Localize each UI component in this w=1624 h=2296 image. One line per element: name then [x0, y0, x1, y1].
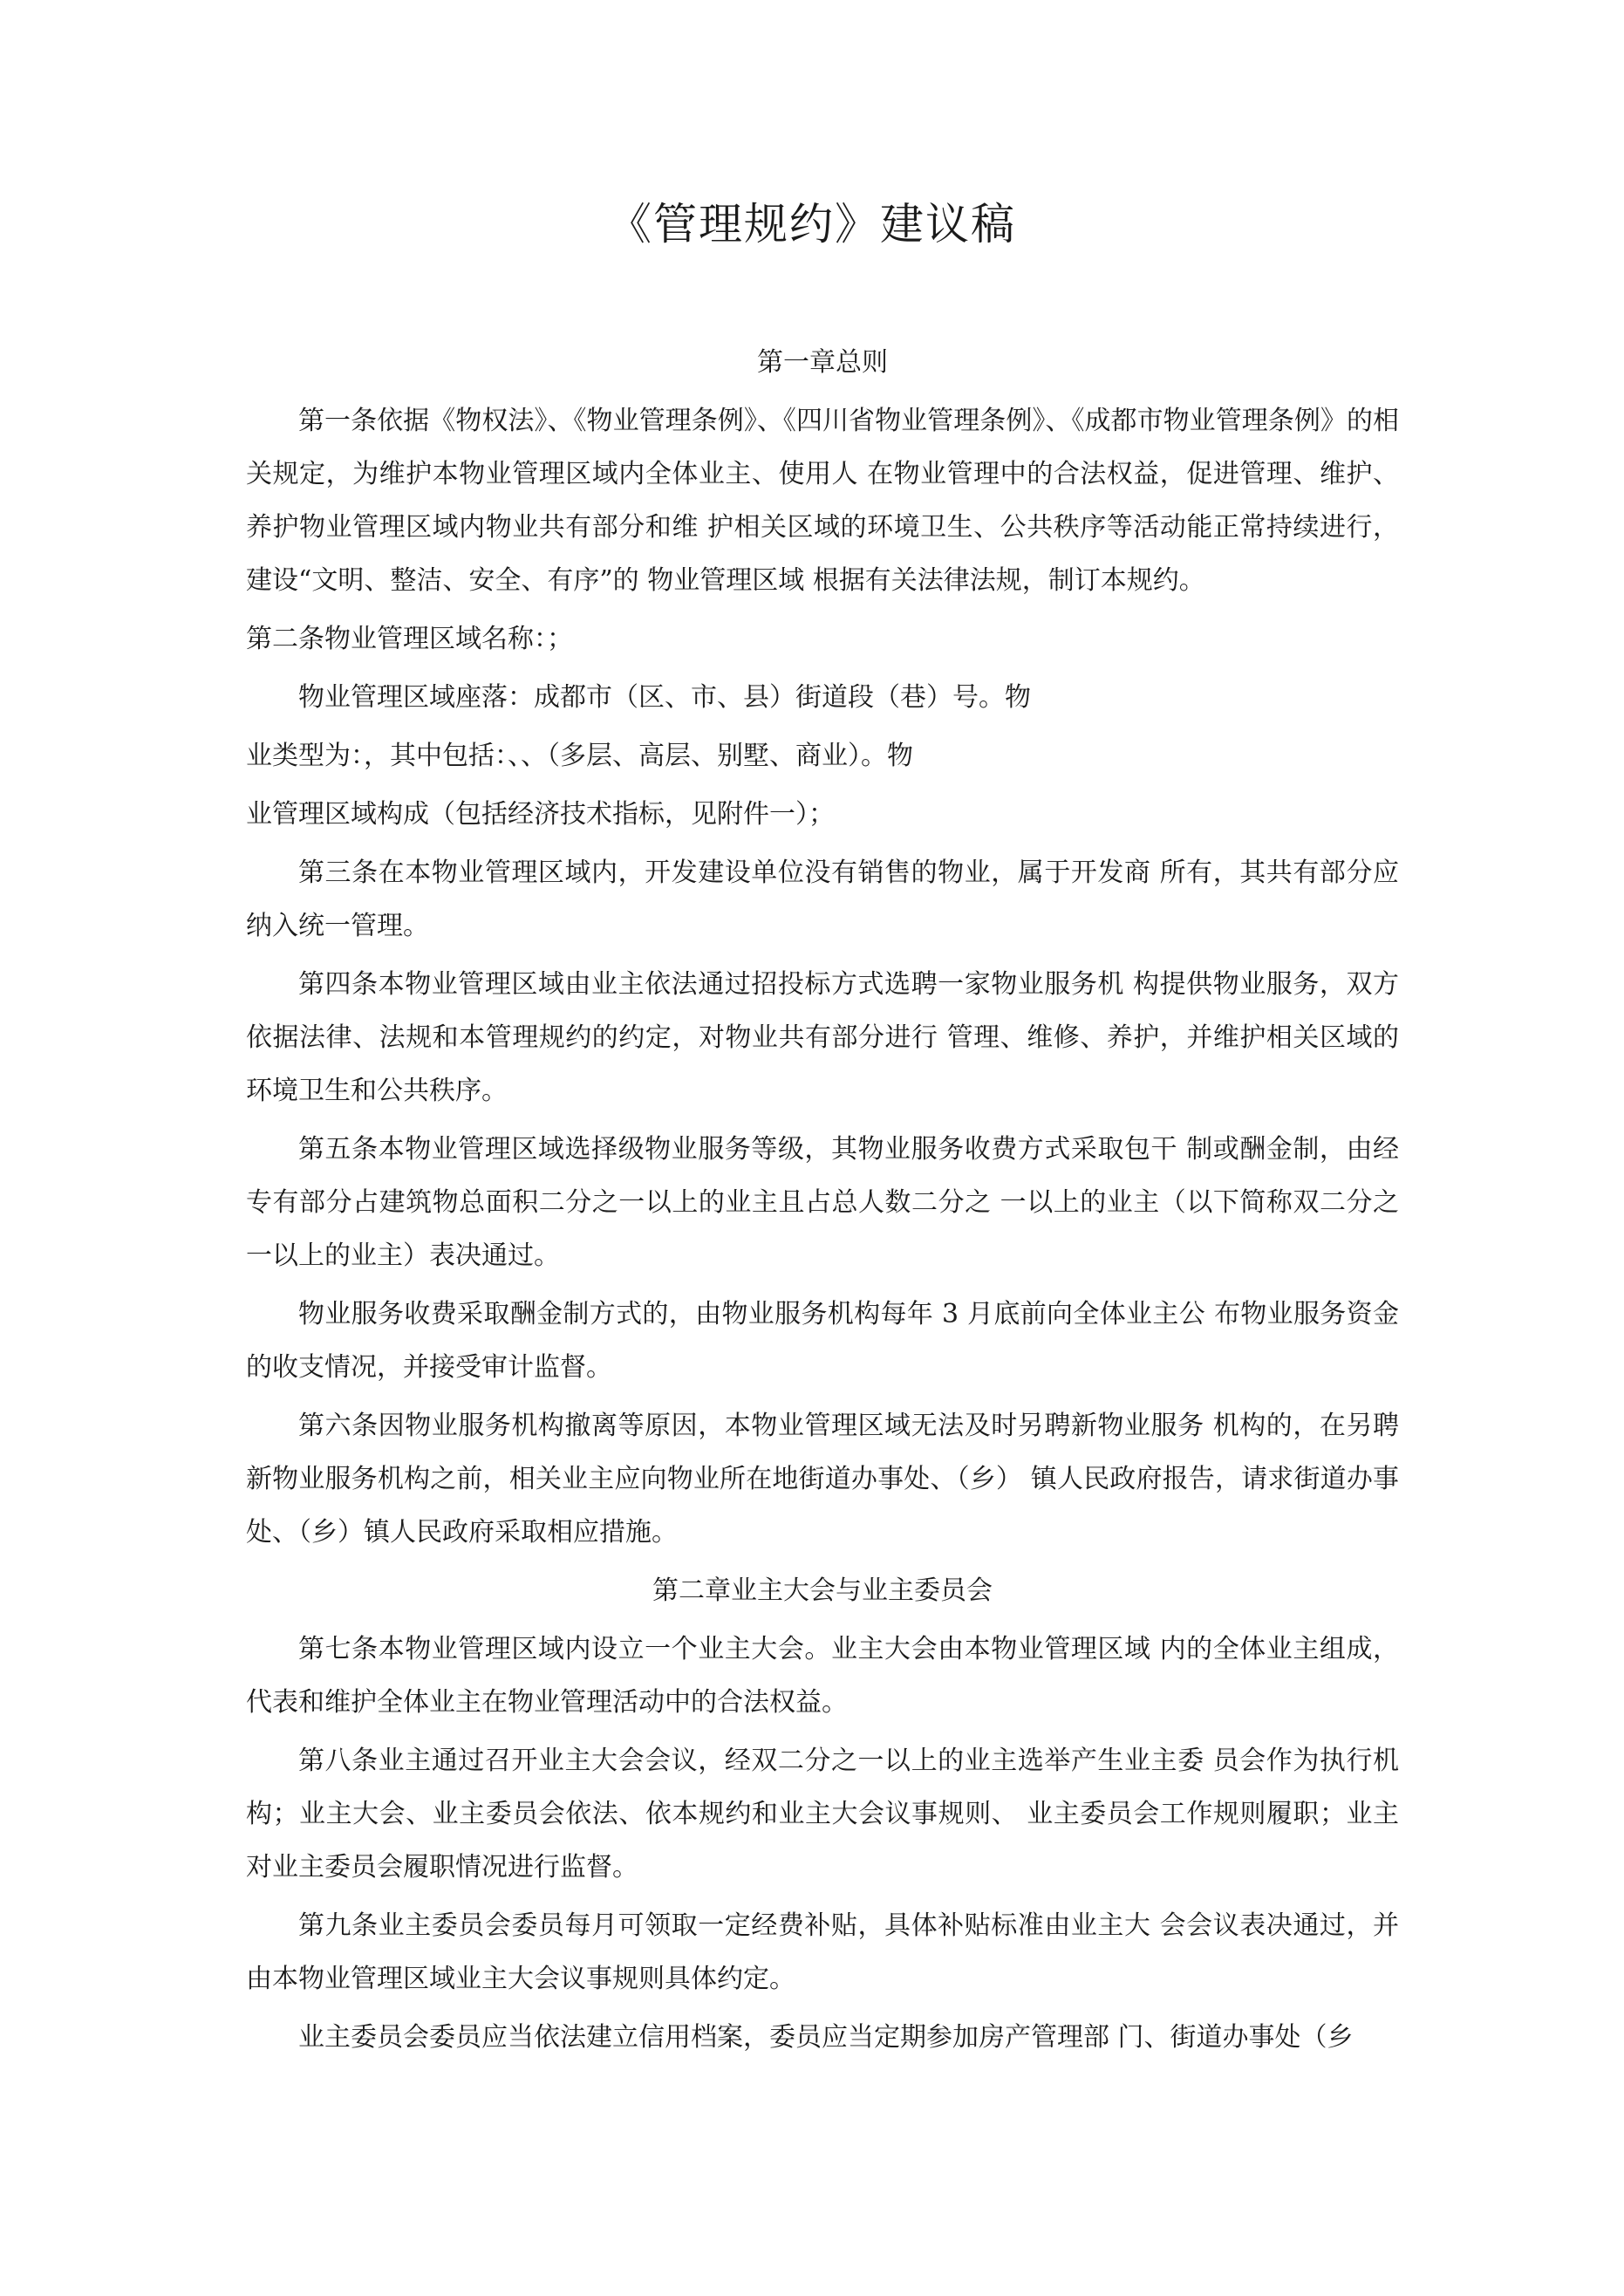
article-2-type: 业类型为：，其中包括：、、（多层、高层、别墅、商业）。物 — [246, 741, 913, 771]
article-2: 第二条物业管理区域名称：； — [246, 624, 573, 654]
article-9-paragraph-2: 业主委员会委员应当依法建立信用档案，委员应当定期参加房产管理部 门、街道办事处（乡 — [298, 2022, 1354, 2053]
article-2-location: 物业管理区域座落：成都市（区、市、县）街道段（巷）号。物 — [298, 682, 1031, 713]
article-5: 第五条本物业管理区域选择级物业服务等级，其物业服务收费方式采取包干 制或酬金制，由经专有部分占建筑物总面积二分之一以上的业主且占总人数二分之 一以上的业主（以下简称双二分之一以上的业主）表决通过。 — [246, 1134, 1399, 1271]
article-3: 第三条在本物业管理区域内，开发建设单位没有销售的物业，属于开发商 所有，其共有部分应纳入统一管理。 — [246, 858, 1399, 941]
article-9: 第九条业主委员会委员每月可领取一定经费补贴，具体补贴标准由业主大 会会议表决通过，并由本物业管理区域业主大会议事规则具体约定。 — [246, 1910, 1399, 1994]
article-2-composition: 业管理区域构成（包括经济技术指标，见附件一）； — [246, 799, 835, 830]
article-4: 第四条本物业管理区域由业主依法通过招投标方式选聘一家物业服务机 构提供物业服务，双方依据法律、法规和本管理规约的约定，对物业共有部分进行 管理、维修、养护，并维护相关区域的环境卫生和公共秩序。 — [246, 969, 1399, 1106]
chapter-heading-1: 第一章总则 — [757, 347, 888, 378]
article-5-paragraph-2: 物业服务收费采取酬金制方式的，由物业服务机构每年 3 月底前向全体业主公 布物业服务资金的收支情况，并接受审计监督。 — [246, 1299, 1399, 1383]
article-6: 第六条因物业服务机构撤离等原因，本物业管理区域无法及时另聘新物业服务 机构的，在另聘新物业服务机构之前，相关业主应向物业所在地街道办事处、（乡） 镇人民政府报告，请求街道办事处、（乡）镇人民政府采取相应措施。 — [246, 1411, 1399, 1548]
document-body — [246, 336, 1399, 2069]
article-7: 第七条本物业管理区域内设立一个业主大会。业主大会由本物业管理区域 内的全体业主组成，代表和维护全体业主在物业管理活动中的合法权益。 — [246, 1634, 1399, 1718]
document-title: 《管理规约》建议稿 — [608, 199, 1016, 249]
article-1: 第一条依据《物权法》、《物业管理条例》、《四川省物业管理条例》、《成都市物业管理条例》的相关规定，为维护本物业管理区域内全体业主、使用人 在物业管理中的合法权益，促进管理、维护、养护物业管理区域内物业共有部分和维 护相关区域的环境卫生、公共秩序等活动能正常持续进行，建设“文明、整洁、安全、有序”的 物业管理区域 根据有关法律法规，制订本规约。 — [246, 406, 1399, 596]
article-8: 第八条业主通过召开业主大会会议，经双二分之一以上的业主选举产生业主委 员会作为执行机构；业主大会、业主委员会依法、依本规约和业主大会议事规则、 业主委员会工作规则履职；业主对业主委员会履职情况进行监督。 — [246, 1746, 1399, 1883]
chapter-heading-2: 第二章业主大会与业主委员会 — [652, 1575, 993, 1606]
